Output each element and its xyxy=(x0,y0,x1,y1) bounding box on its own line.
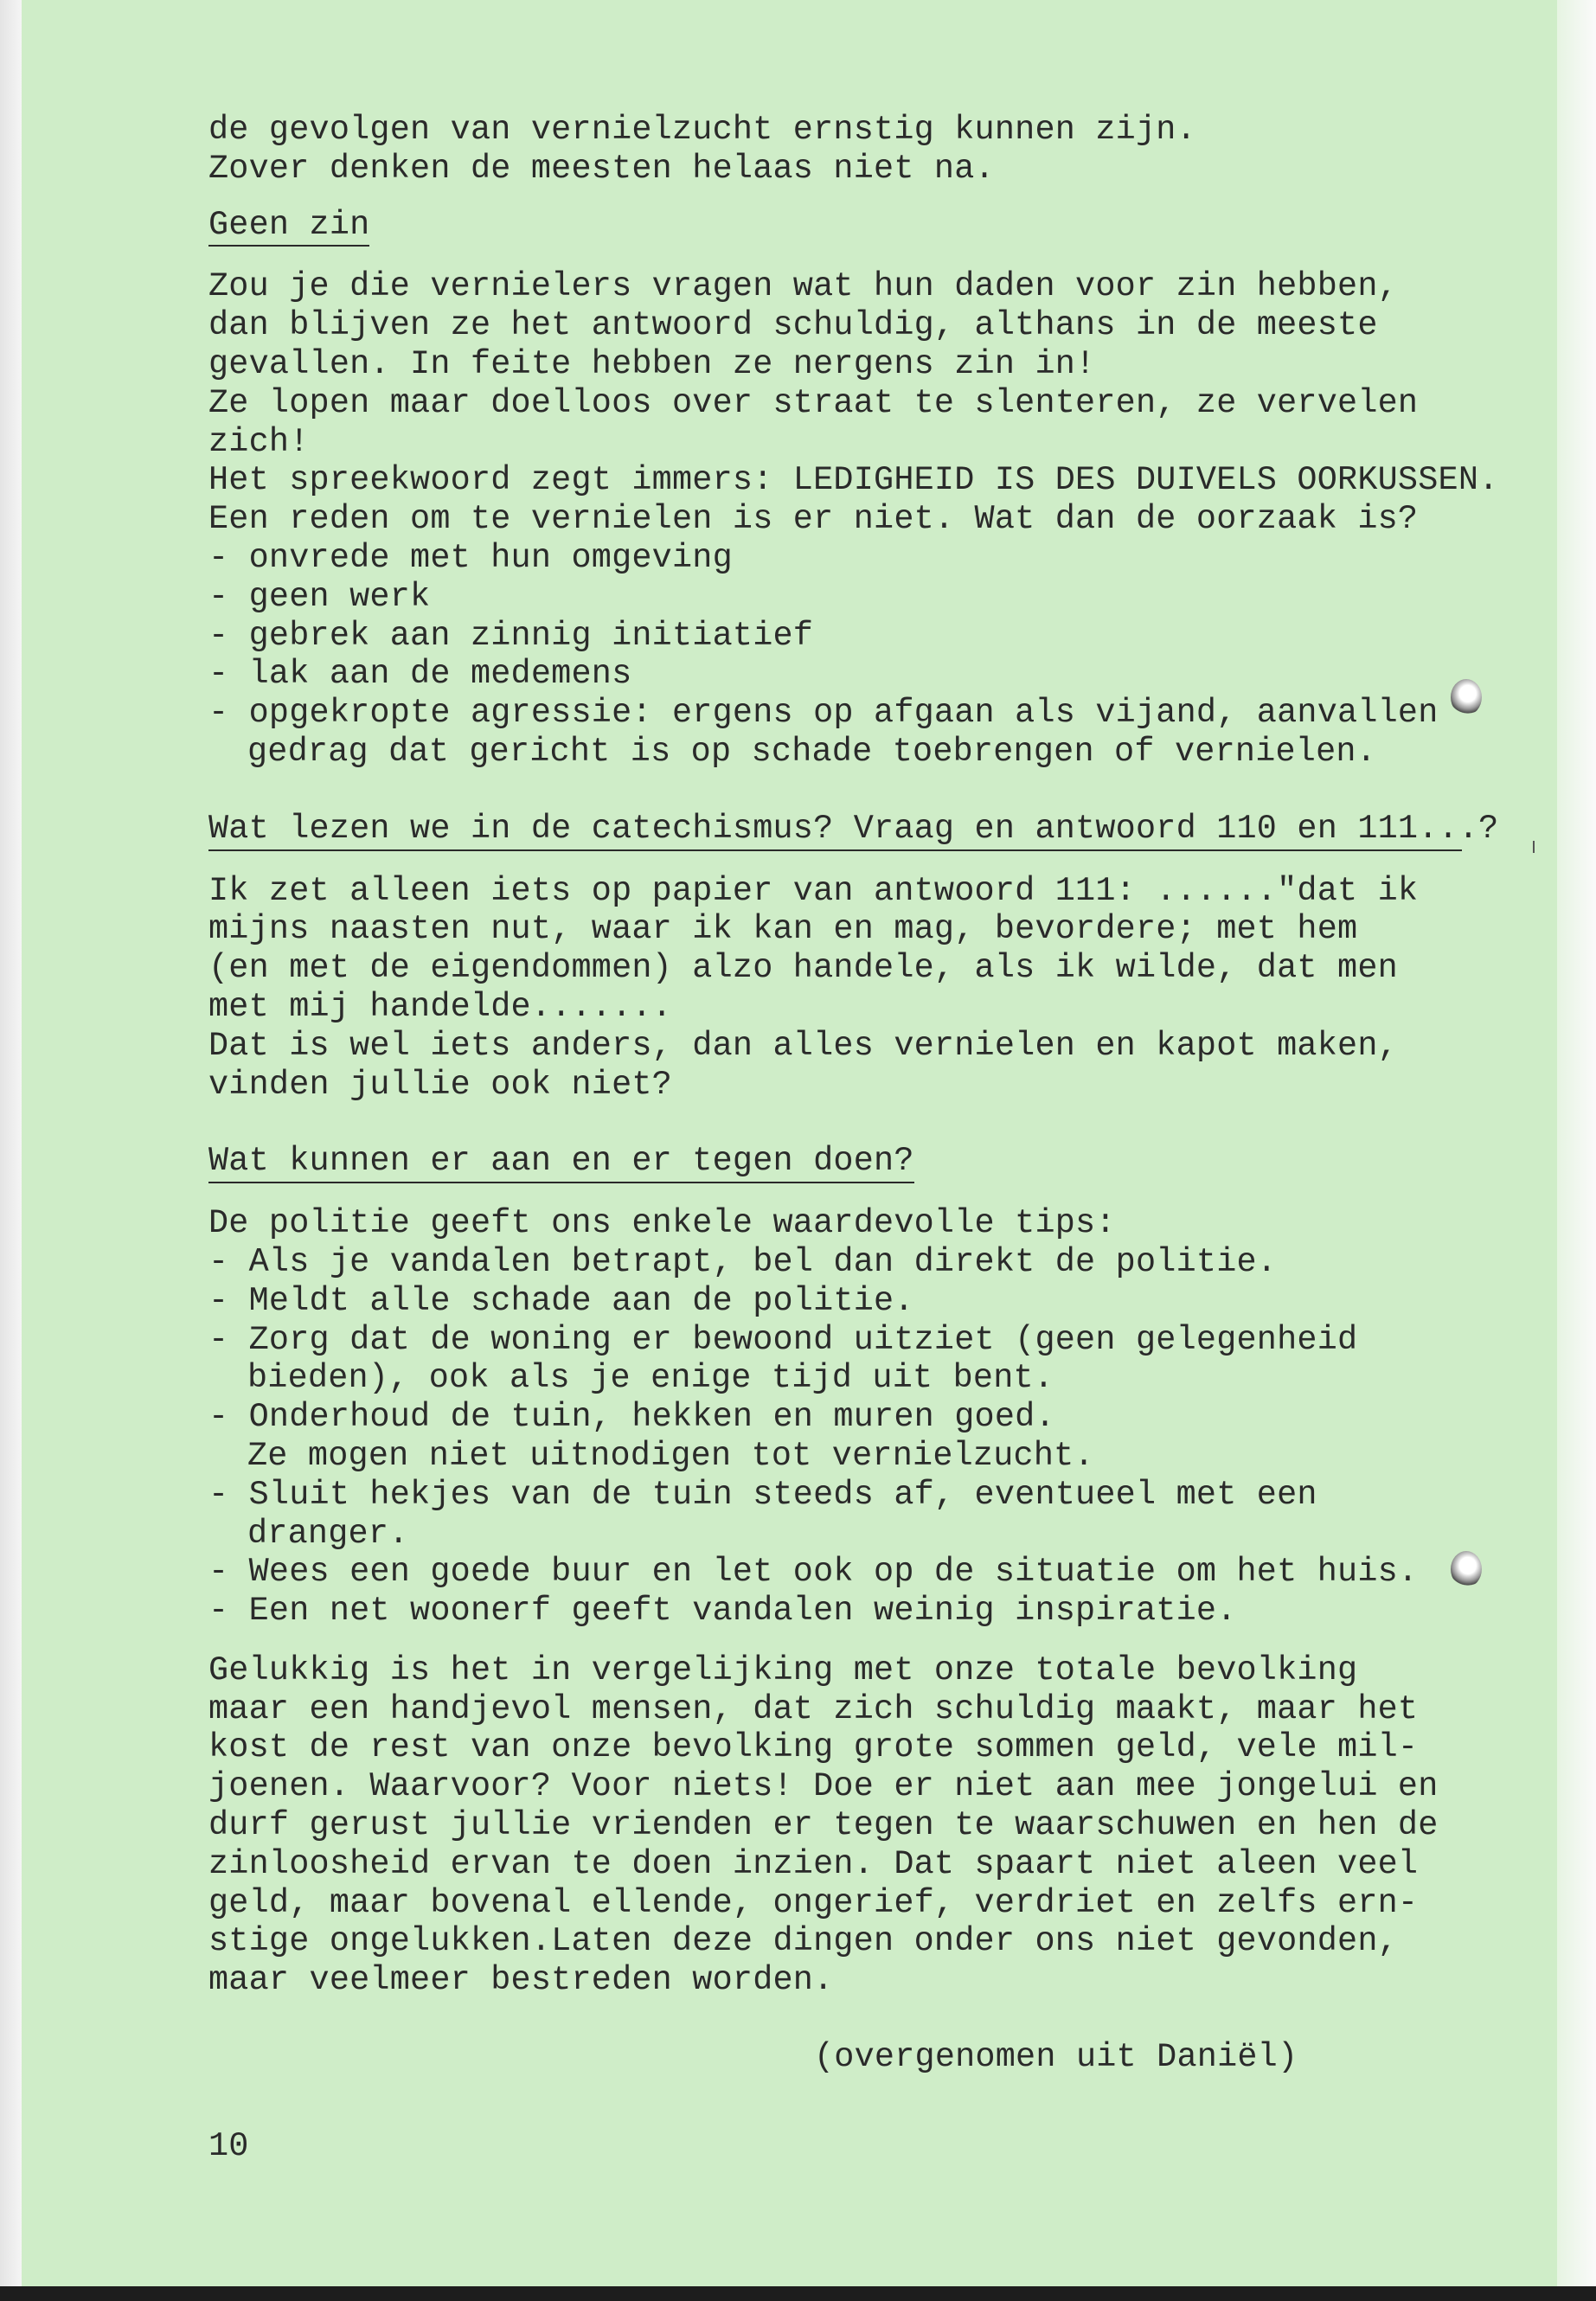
section-heading-catechismus: Wat lezen we in de catechismus? Vraag en antwoord 110 en 111...? xyxy=(208,811,1462,851)
page-left-shadow xyxy=(0,0,24,2301)
text-line: zich! xyxy=(208,422,310,461)
section-heading-wat-kunnen: Wat kunnen er aan en er tegen doen? xyxy=(208,1143,914,1183)
list-item: - Een net woonerf geeft vandalen weinig inspiratie. xyxy=(208,1592,1237,1631)
text-line: stige ongelukken.Laten deze dingen onder ons niet gevonden, xyxy=(208,1922,1398,1961)
text-line: kost de rest van onze bevolking grote sommen geld, vele mil- xyxy=(208,1728,1419,1767)
text-line: Zover denken de meesten helaas niet na. xyxy=(208,149,995,188)
text-line: vinden jullie ook niet? xyxy=(208,1065,672,1104)
list-item: - lak aan de medemens xyxy=(208,655,632,694)
text-line: maar een handjevol mensen, dat zich schuldig maakt, maar het xyxy=(208,1689,1419,1728)
text-line: Gelukkig is het in vergelijking met onze totale bevolking xyxy=(208,1650,1358,1689)
text-line: de gevolgen van vernielzucht ernstig kunnen zijn. xyxy=(208,111,1196,149)
list-item: - gebrek aan zinnig initiatief xyxy=(208,616,814,655)
text-line: Ze lopen maar doelloos over straat te slenteren, ze vervelen xyxy=(208,383,1419,422)
text-line: Zou je die vernielers vragen wat hun daden voor zin hebben, xyxy=(208,267,1398,306)
text-line: joenen. Waarvoor? Voor niets! Doe er niet aan mee jongelui en xyxy=(208,1767,1439,1806)
list-item: - onvrede met hun omgeving xyxy=(208,538,733,577)
list-item: - geen werk xyxy=(208,577,431,616)
scan-bottom-edge xyxy=(0,2286,1596,2301)
list-item: - Onderhoud de tuin, hekken en muren goed. xyxy=(208,1398,1055,1437)
text-line: maar veelmeer bestreden worden. xyxy=(208,1961,834,2000)
list-item-continuation: bieden), ook als je enige tijd uit bent. xyxy=(247,1359,1054,1398)
list-item-continuation: Ze mogen niet uitnodigen tot vernielzucht. xyxy=(247,1436,1094,1475)
text-line: Ik zet alleen iets op papier van antwoord 111: ......"dat ik xyxy=(208,871,1419,910)
text-line: geld, maar bovenal ellende, ongerief, verdriet en zelfs ern- xyxy=(208,1883,1419,1922)
text-line: gevallen. In feite hebben ze nergens zin in! xyxy=(208,344,1096,383)
text-line: mijns naasten nut, waar ik kan en mag, bevordere; met hem xyxy=(208,910,1358,949)
list-item: - Sluit hekjes van de tuin steeds af, eventueel met een xyxy=(208,1475,1317,1514)
text-line: dan blijven ze het antwoord schuldig, althans in de meeste xyxy=(208,306,1378,345)
text-line: Het spreekwoord zegt immers: LEDIGHEID IS DES DUIVELS OORKUSSEN. xyxy=(208,461,1499,500)
text-line: Dat is wel iets anders, dan alles vernielen en kapot maken, xyxy=(208,1026,1398,1065)
text-line: zinloosheid ervan te doen inzien. Dat spaart niet aleen veel xyxy=(208,1844,1419,1883)
text-line: De politie geeft ons enkele waardevolle tips: xyxy=(208,1204,1116,1243)
section-heading-geen-zin: Geen zin xyxy=(208,207,369,247)
source-attribution: (overgenomen uit Daniël) xyxy=(814,2038,1298,2077)
list-item: - Als je vandalen betrapt, bel dan direkt de politie. xyxy=(208,1242,1278,1281)
page-number: 10 xyxy=(208,2126,249,2165)
text-line: (en met de eigendommen) alzo handele, als ik wilde, dat men xyxy=(208,949,1398,988)
text-line: Een reden om te vernielen is er niet. Wat dan de oorzaak is? xyxy=(208,500,1419,539)
list-item: - Wees een goede buur en let ook op de situatie om het huis. xyxy=(208,1553,1419,1592)
list-item: - Meldt alle schade aan de politie. xyxy=(208,1281,914,1320)
text-line: met mij handelde....... xyxy=(208,987,672,1026)
page-right-edge xyxy=(1557,0,1596,2301)
list-item-continuation: gedrag dat gericht is op schade toebrengen of vernielen. xyxy=(247,732,1377,771)
text-line: durf gerust jullie vrienden er tegen te waarschuwen en hen de xyxy=(208,1806,1439,1845)
list-item: - opgekropte agressie: ergens op afgaan als vijand, aanvallen xyxy=(208,694,1439,733)
document-text xyxy=(208,111,1499,2166)
list-item-continuation: dranger. xyxy=(247,1514,409,1553)
margin-mark xyxy=(1533,841,1535,853)
list-item: - Zorg dat de woning er bewoond uitziet (geen gelegenheid xyxy=(208,1320,1358,1359)
